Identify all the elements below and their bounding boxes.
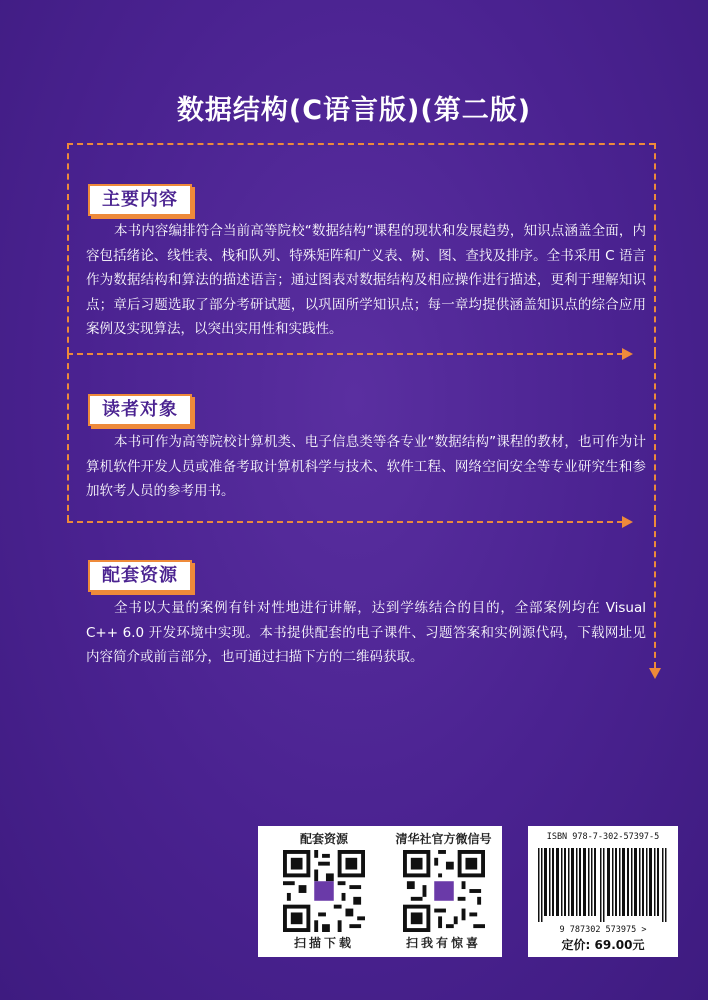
- barcode-card: [528, 826, 678, 957]
- flow-line-right: [654, 143, 656, 353]
- section-text-readers: 本书可作为高等院校计算机类、电子信息类等各专业“数据结构”课程的教材，也可作为计算机软件开发人员或准备考取计算机科学与技术、软件工程、网络空间安全等专业研究生和参加软考人员的参考用书。: [86, 434, 646, 499]
- book-title: 数据结构(C语言版)(第二版): [176, 95, 532, 126]
- section-text-resources: 全书以大量的案例有针对性地进行讲解，达到学练结合的目的，全部案例均在 Visual C++ 6.0 开发环境中实现。本书提供配套的电子课件、习题答案和实例源代码，下载网址见内容简介或前言部分，也可通过扫描下方的二维码获取。: [86, 600, 646, 665]
- qr-code-icon[interactable]: [283, 850, 365, 932]
- qr-card-resources: [258, 826, 390, 957]
- barcode-number: 9 787302 573975 >: [559, 925, 647, 935]
- isbn-text: ISBN 978-7-302-57397-5: [546, 832, 660, 842]
- qr-code-icon[interactable]: [403, 850, 485, 932]
- flow-line-right-3: [654, 521, 656, 668]
- arrow-right-icon: [622, 348, 633, 360]
- flow-line-top: [67, 143, 655, 145]
- section-label-readers: 读者对象: [88, 394, 192, 426]
- section-label-main-content: 主要内容: [88, 184, 192, 216]
- arrow-right-icon: [622, 516, 633, 528]
- price-label: 定价: 69.00元: [561, 938, 645, 952]
- flow-line-left-1: [67, 143, 69, 353]
- flow-line-2: [67, 521, 623, 523]
- barcode-icon: [538, 848, 668, 922]
- qr-card-footer: 扫描下载: [293, 936, 354, 950]
- flow-line-right-2: [654, 353, 656, 521]
- qr-card-wechat: [385, 826, 502, 957]
- arrow-down-icon: [649, 668, 661, 679]
- section-label-resources: 配套资源: [88, 560, 192, 592]
- qr-card-title: 清华社官方微信号: [395, 832, 492, 846]
- flow-line-1: [67, 353, 623, 355]
- section-text-main-content: 本书内容编排符合当前高等院校“数据结构”课程的现状和发展趋势，知识点涵盖全面，内容包括绪论、线性表、栈和队列、特殊矩阵和广义表、树、图、查找及排序。全书采用 C 语言作为数据结构和算法的描述语言；通过图表对数据结构及相应操作进行描述，更利于理解知识点；章后习题选取了部分考研试题，以巩固所学知识点；每一章均提供涵盖知识点的综合应用案例及实现算法，以突出实用性和实践性。: [86, 223, 646, 337]
- qr-card-title: 配套资源: [299, 832, 348, 846]
- flow-line-left-2: [67, 353, 69, 521]
- qr-card-footer: 扫我有惊喜: [405, 936, 481, 950]
